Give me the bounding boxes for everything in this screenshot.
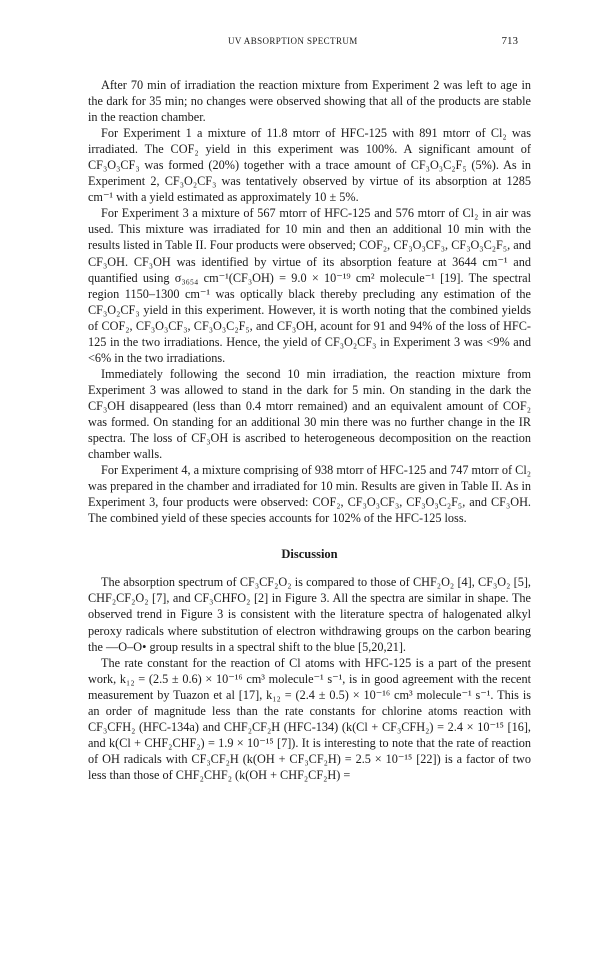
paragraph-experiment-2-aging: After 70 min of irradiation the reaction mixture from Experiment 2 was left to age in the dark for 35 min; no changes were observed showing that all of the products are stable in the reaction chamber. [88,78,531,125]
paragraph-experiment-1: For Experiment 1 a mixture of 11.8 mtorr of HFC-125 with 891 mtorr of Cl₂ was irradiated. The COF₂ yield in this experiment was 100%. A significant amount of CF₃O₃CF₃ was formed (20%) together with a trace amount of CF₃O₃C₂F₅ (5%). As in Experiment 2, CF₃O₂CF₃ was tentatively observed by virtue of its absorption at 1285 cm⁻¹ with a yield estimated as approximately 10 ± 5%. [88,126,531,205]
paragraph-discussion-spectrum: The absorption spectrum of CF₃CF₂O₂ is compared to those of CHF₂O₂ [4], CF₃O₂ [5], CHF₂CF₂O₂ [7], and CF₃CHFO₂ [2] in Figure 3. All the spectra are similar in shape. The observed trend in Figure 3 is consistent with the literature spectra of halogenated alkyl peroxy radicals where substitution of electron withdrawing groups on the carbon bearing the —O–O• group results in a spectral shift to the blue [5,20,21]. [88,575,531,654]
paragraph-experiment-3: For Experiment 3 a mixture of 567 mtorr of HFC-125 and 576 mtorr of Cl₂ in air was used. This mixture was irradiated for 10 min and then an additional 10 min with the results listed in Table II. Four products were observed; COF₂, CF₃O₃CF₃, CF₃O₃C₂F₅, and CF₃OH. CF₃OH was identified by virtue of its absorption feature at 3644 cm⁻¹ and quantified using σ₃₆₅₄ cm⁻¹(CF₃OH) = 9.0 × 10⁻¹⁹ cm² molecule⁻¹ [19]. The spectral region 1150–1300 cm⁻¹ was optically black thereby precluding any estimation of the CF₃O₂CF₃ yield in this experiment. However, it is worth noting that the combined yields of COF₂, CF₃O₃CF₃, CF₃O₃C₂F₅, and CF₃OH, acount for 91 and 94% of the loss of HFC-125 in the two irradiations. Hence, the yield of CF₃O₂CF₃ in Experiment 3 was <9% and <6% in the two irradiations. [88,206,531,365]
page-number: 713 [501,35,518,47]
section-heading-discussion: Discussion [281,547,338,562]
paragraph-experiment-4: For Experiment 4, a mixture comprising of 938 mtorr of HFC-125 and 747 mtorr of Cl₂ was prepared in the chamber and irradiated for 10 min. Results are given in Table II. As in Experiment 3, four products were observed: COF₂, CF₃O₃CF₃, CF₃O₃C₂F₅, and CF₃OH. The combined yield of these species accounts for 102% of the HFC-125 loss. [88,463,531,526]
body-text [88,77,531,783]
paragraph-experiment-3-dark: Immediately following the second 10 min irradiation, the reaction mixture from Experiment 3 was allowed to stand in the dark for 5 min. On standing in the dark the CF₃OH disappeared (less than 0.4 mtorr remained) and an equivalent amount of COF₂ was formed. On standing for an additional 30 min there was no further change in the IR spectra. The loss of CF₃OH is ascribed to heterogeneous decomposition on the reaction chamber walls. [88,366,531,462]
running-header [88,36,518,50]
paragraph-discussion-rate-constant: The rate constant for the reaction of Cl atoms with HFC-125 is a part of the present work, k₁₂ = (2.5 ± 0.6) × 10⁻¹⁶ cm³ molecule⁻¹ s⁻¹, is in good agreement with the recent measurement by Tuazon et al [17], k₁₂ = (2.4 ± 0.5) × 10⁻¹⁶ cm³ molecule⁻¹ s⁻¹. This is an order of magnitude less than the rate constants for chlorine atoms reaction with CF₃CFH₂ (HFC-134a) and CHF₂CF₂H (HFC-134) (k(Cl + CF₃CFH₂) = 2.4 × 10⁻¹⁵ [16], and k(Cl + CHF₂CHF₂) = 1.9 × 10⁻¹⁵ [7]). It is interesting to note that the rate of reaction of OH radicals with CF₃CF₂H (k(OH + CF₃CF₂H) = 2.5 × 10⁻¹⁵ [22]) is a factor of two less than those of CHF₂CHF₂ (k(OH + CHF₂CF₂H) = [88,655,531,782]
running-title: UV ABSORPTION SPECTRUM [228,36,358,46]
